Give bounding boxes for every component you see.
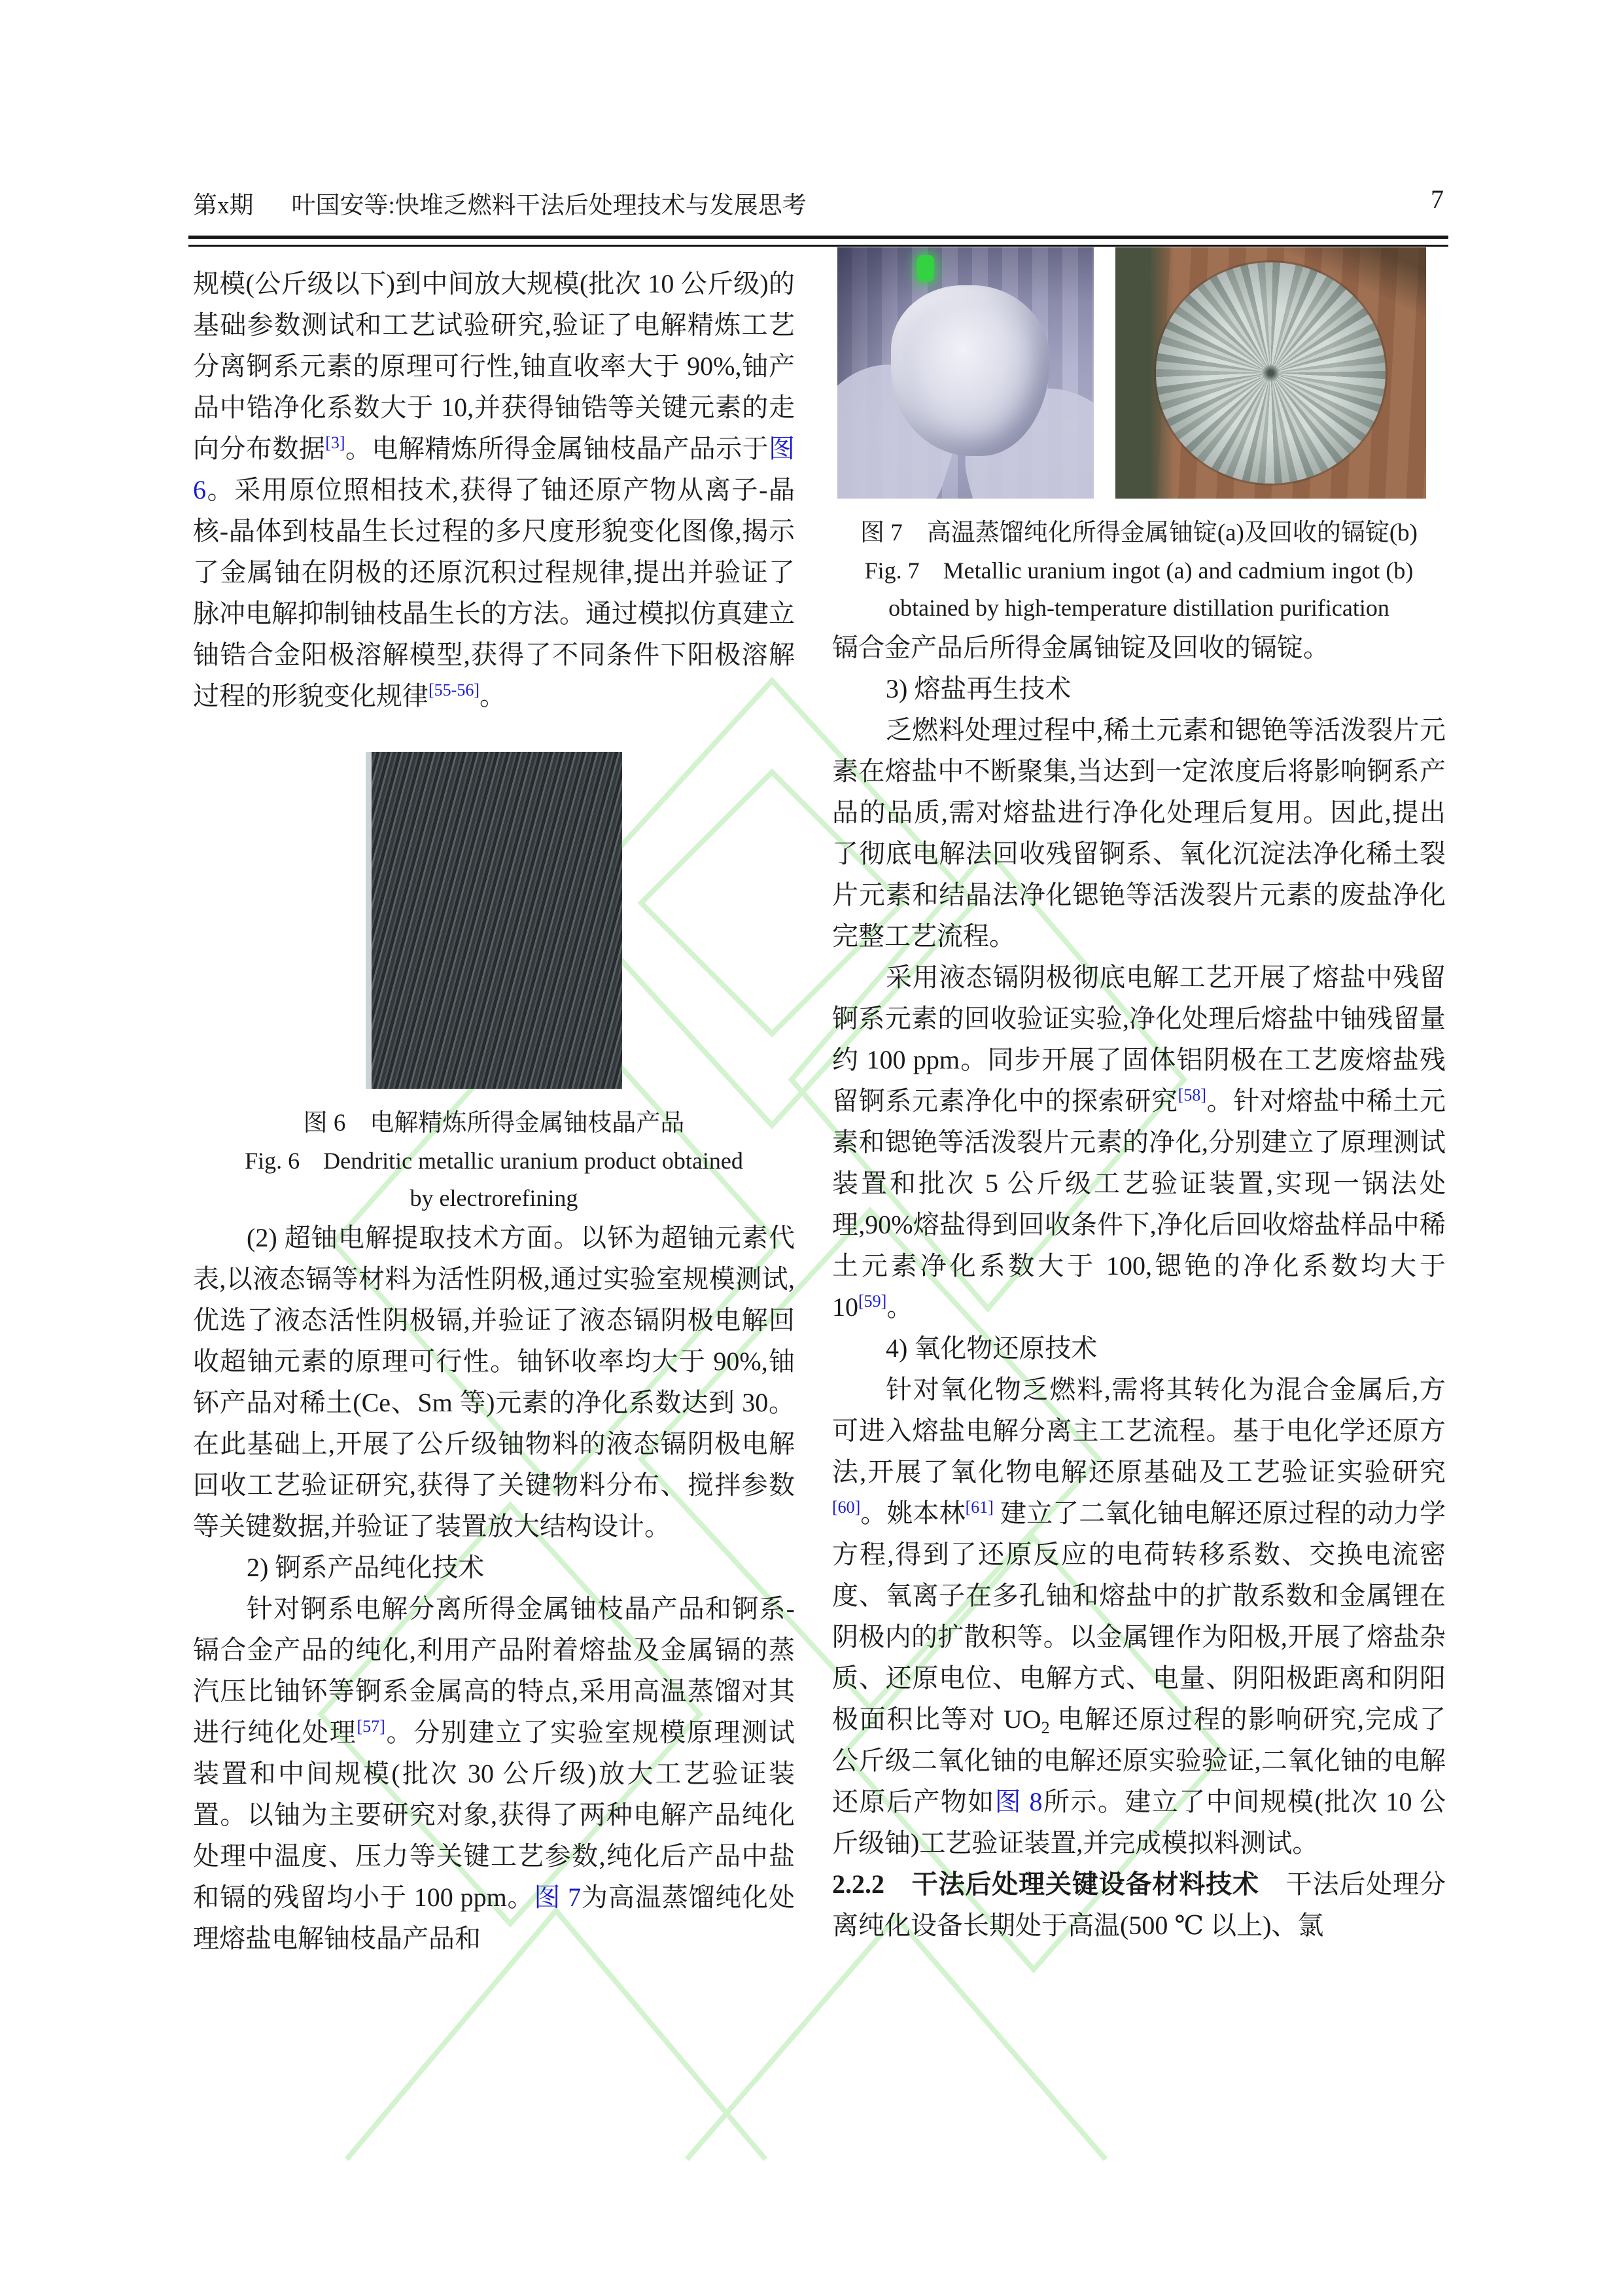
citation-link[interactable]: [59] xyxy=(858,1292,887,1311)
figure6-caption-en-line2: by electrorefining xyxy=(410,1185,578,1211)
citation-link[interactable]: 图 6 xyxy=(193,434,795,504)
cadmium-disc xyxy=(1156,262,1386,484)
text-run: 2.2.2 xyxy=(832,1869,884,1899)
text-run: 。分别建立了实验室规模原理测试装置和中间规模(批次 30 公斤级)放大工艺验证装置。以铀为主要研究对象,获得了两种电解产品纯化处理中温度、压力等关键工艺参数,纯化后产品中盐和镉的残留均小于 100 ppm。 xyxy=(193,1718,795,1912)
figure7-caption-zh: 图 7 高温蒸馏纯化所得金属铀锭(a)及回收的镉锭(b) xyxy=(860,520,1418,546)
uranium-ingot-photo xyxy=(837,247,1094,499)
page-header xyxy=(193,185,1449,219)
uranium-dendrite-photo xyxy=(366,752,622,1089)
citation-link[interactable]: 图 7 xyxy=(534,1882,582,1912)
text-run: 电解还原过程的影响研究,完成了公斤级二氧化铀的电解还原实验验证,二氧化铀的电解还原后产物如 xyxy=(832,1704,1446,1816)
text-run: 采用液态镉阴极彻底电解工艺开展了熔盐中残留锕系元素的回收验证实验,净化处理后熔盐中铀残留量约 100 ppm。同步开展了固体铝阴极在工艺废熔盐残留锕系元素净化中的探索研究 xyxy=(832,963,1446,1116)
text-run: 干法后处理关键设备材料技术 xyxy=(884,1869,1259,1899)
figure6-caption-en-line1: Fig. 6 Dendritic metallic uranium product obtained xyxy=(245,1148,743,1174)
paragraph xyxy=(832,709,1446,957)
header-rule xyxy=(188,236,1448,247)
text-run: 干法后处理分离纯化设备长期处于高温(500 ℃ 以上)、氯 xyxy=(832,1869,1446,1940)
text-run: (2) 超铀电解提取技术方面。以钚为超铀元素代表,以液态镉等材料为活性阴极,通过实验室规模测试,优选了液态活性阴极镉,并验证了液态镉阴极电解回收超铀元素的原理可行性。铀钚收率均大于 90%,铀钚产品对稀土(Ce、Sm 等)元素的净化系数达到 30。在此基础上,开展了公斤级铀物料的液态镉阴极电解回收工艺验证研究,获得了关键物料分布、搅拌参数等关键数据,并验证了装置放大结构设计。 xyxy=(193,1223,795,1541)
subsection-heading xyxy=(193,1547,795,1588)
section-heading xyxy=(832,1863,1446,1946)
uranium-ingot xyxy=(891,285,1050,456)
subsection-heading xyxy=(832,668,1446,709)
figure7-caption-en-line1: Fig. 7 Metallic uranium ingot (a) and cadmium ingot (b) xyxy=(864,557,1414,584)
text-run: 规模(公斤级以下)到中间放大规模(批次 10 公斤级)的基础参数测试和工艺试验研究,验证了电解精炼工艺分离锕系元素的原理可行性,铀直收率大于 90%,铀产品中锆净化系数大于 10,并获得铀锆等关键元素的走向分布数据 xyxy=(193,269,795,463)
right-column xyxy=(832,247,1446,1946)
text-run: 。电解精炼所得金属铀枝晶产品示于 xyxy=(345,434,769,463)
citation-link[interactable]: [55-56] xyxy=(428,680,480,699)
figure6-caption-zh: 图 6 电解精炼所得金属铀枝晶产品 xyxy=(303,1110,685,1137)
paragraph xyxy=(832,1369,1446,1863)
text-run: 。采用原位照相技术,获得了铀还原产物从离子-晶核-晶体到枝晶生长过程的多尺度形貌变化图像,揭示了金属铀在阴极的还原沉积过程规律,提出并验证了脉冲电解抑制铀枝晶生长的方法。通过模拟仿真建立铀锆合金阳极溶解模型,获得了不同条件下阳极溶解过程的形貌变化规律 xyxy=(193,475,795,711)
issue-label: 第x期 xyxy=(193,192,254,219)
paragraph xyxy=(193,1588,795,1959)
text-run: 。姚本林 xyxy=(860,1498,966,1528)
running-title: 叶国安等:快堆乏燃料干法后处理技术与发展思考 xyxy=(291,192,807,219)
paragraph xyxy=(832,627,1446,668)
text-run: 建立了二氧化铀电解还原过程的动力学方程,得到了还原反应的电荷转移系数、交换电流密度、氧离子在多孔铀和熔盐中的扩散系数和金属锂在阴极内的扩散积等。以金属锂作为阳极,开展了熔盐杂质、还原电位、电解方式、电量、阴阳极距离和阴阳极面积比等对 UO xyxy=(832,1498,1446,1734)
text-run: 4) 氧化物还原技术 xyxy=(886,1333,1098,1363)
text-run: 针对锕系电解分离所得金属铀枝晶产品和锕系-镉合金产品的纯化,利用产品附着熔盐及金属镉的蒸汽压比铀钚等锕系金属高的特点,采用高温蒸馏对其进行纯化处理 xyxy=(193,1594,795,1747)
text-run: 为高温蒸馏纯化处理熔盐电解铀枝晶产品和 xyxy=(193,1882,795,1953)
citation-link[interactable]: [61] xyxy=(965,1498,994,1517)
paragraph xyxy=(193,1217,795,1547)
citation-link[interactable]: [60] xyxy=(832,1498,861,1517)
text-run: 所示。建立了中间规模(批次 10 公斤级铀)工艺验证装置,并完成模拟料测试。 xyxy=(832,1787,1446,1858)
figure7-caption-en-line2: obtained by high-temperature distillation purification xyxy=(888,595,1389,621)
paragraph xyxy=(193,263,795,716)
subsection-heading xyxy=(832,1328,1446,1369)
figure6 xyxy=(193,752,795,1217)
page-number: 7 xyxy=(1431,185,1444,214)
text-run: 针对氧化物乏燃料,需将其转化为混合金属后,方可进入熔盐电解分离主工艺流程。基于电化学还原方法,开展了氧化物电解还原基础及工艺验证实验研究 xyxy=(832,1375,1446,1487)
text-run: 。 xyxy=(886,1292,913,1322)
text-run: 镉合金产品后所得金属铀锭及回收的镉锭。 xyxy=(832,633,1329,662)
left-column xyxy=(193,263,795,1959)
text-run: 。针对熔盐中稀土元素和锶铯等活泼裂片元素的净化,分别建立了原理测试装置和批次 5 公斤级工艺验证装置,实现一锅法处理,90%熔盐得到回收条件下,净化后回收熔盐样品中稀土元素净化系数大于 100,锶铯的净化系数均大于 10 xyxy=(832,1086,1446,1322)
citation-link[interactable]: [57] xyxy=(357,1717,385,1736)
cadmium-ingot-photo xyxy=(1115,247,1426,499)
citation-link[interactable]: [3] xyxy=(325,433,345,452)
text-run: 3) 熔盐再生技术 xyxy=(886,674,1072,703)
text-run: 乏燃料处理过程中,稀土元素和锶铯等活泼裂片元素在熔盐中不断聚集,当达到一定浓度后将影响锕系产品的品质,需对熔盐进行净化处理后复用。因此,提出了彻底电解法回收残留锕系、氧化沉淀法净化稀土裂片元素和结晶法净化锶铯等活泼裂片元素的废盐净化完整工艺流程。 xyxy=(832,715,1446,951)
green-light xyxy=(917,255,934,281)
figure7 xyxy=(832,247,1446,627)
text-run: 。 xyxy=(479,681,506,711)
paragraph xyxy=(832,957,1446,1328)
text-run: 2 xyxy=(1041,1718,1050,1737)
figure7-photos xyxy=(837,247,1446,499)
citation-link[interactable]: 图 8 xyxy=(994,1787,1043,1816)
citation-link[interactable]: [58] xyxy=(1178,1086,1206,1104)
text-run: 2) 锕系产品纯化技术 xyxy=(247,1553,485,1582)
